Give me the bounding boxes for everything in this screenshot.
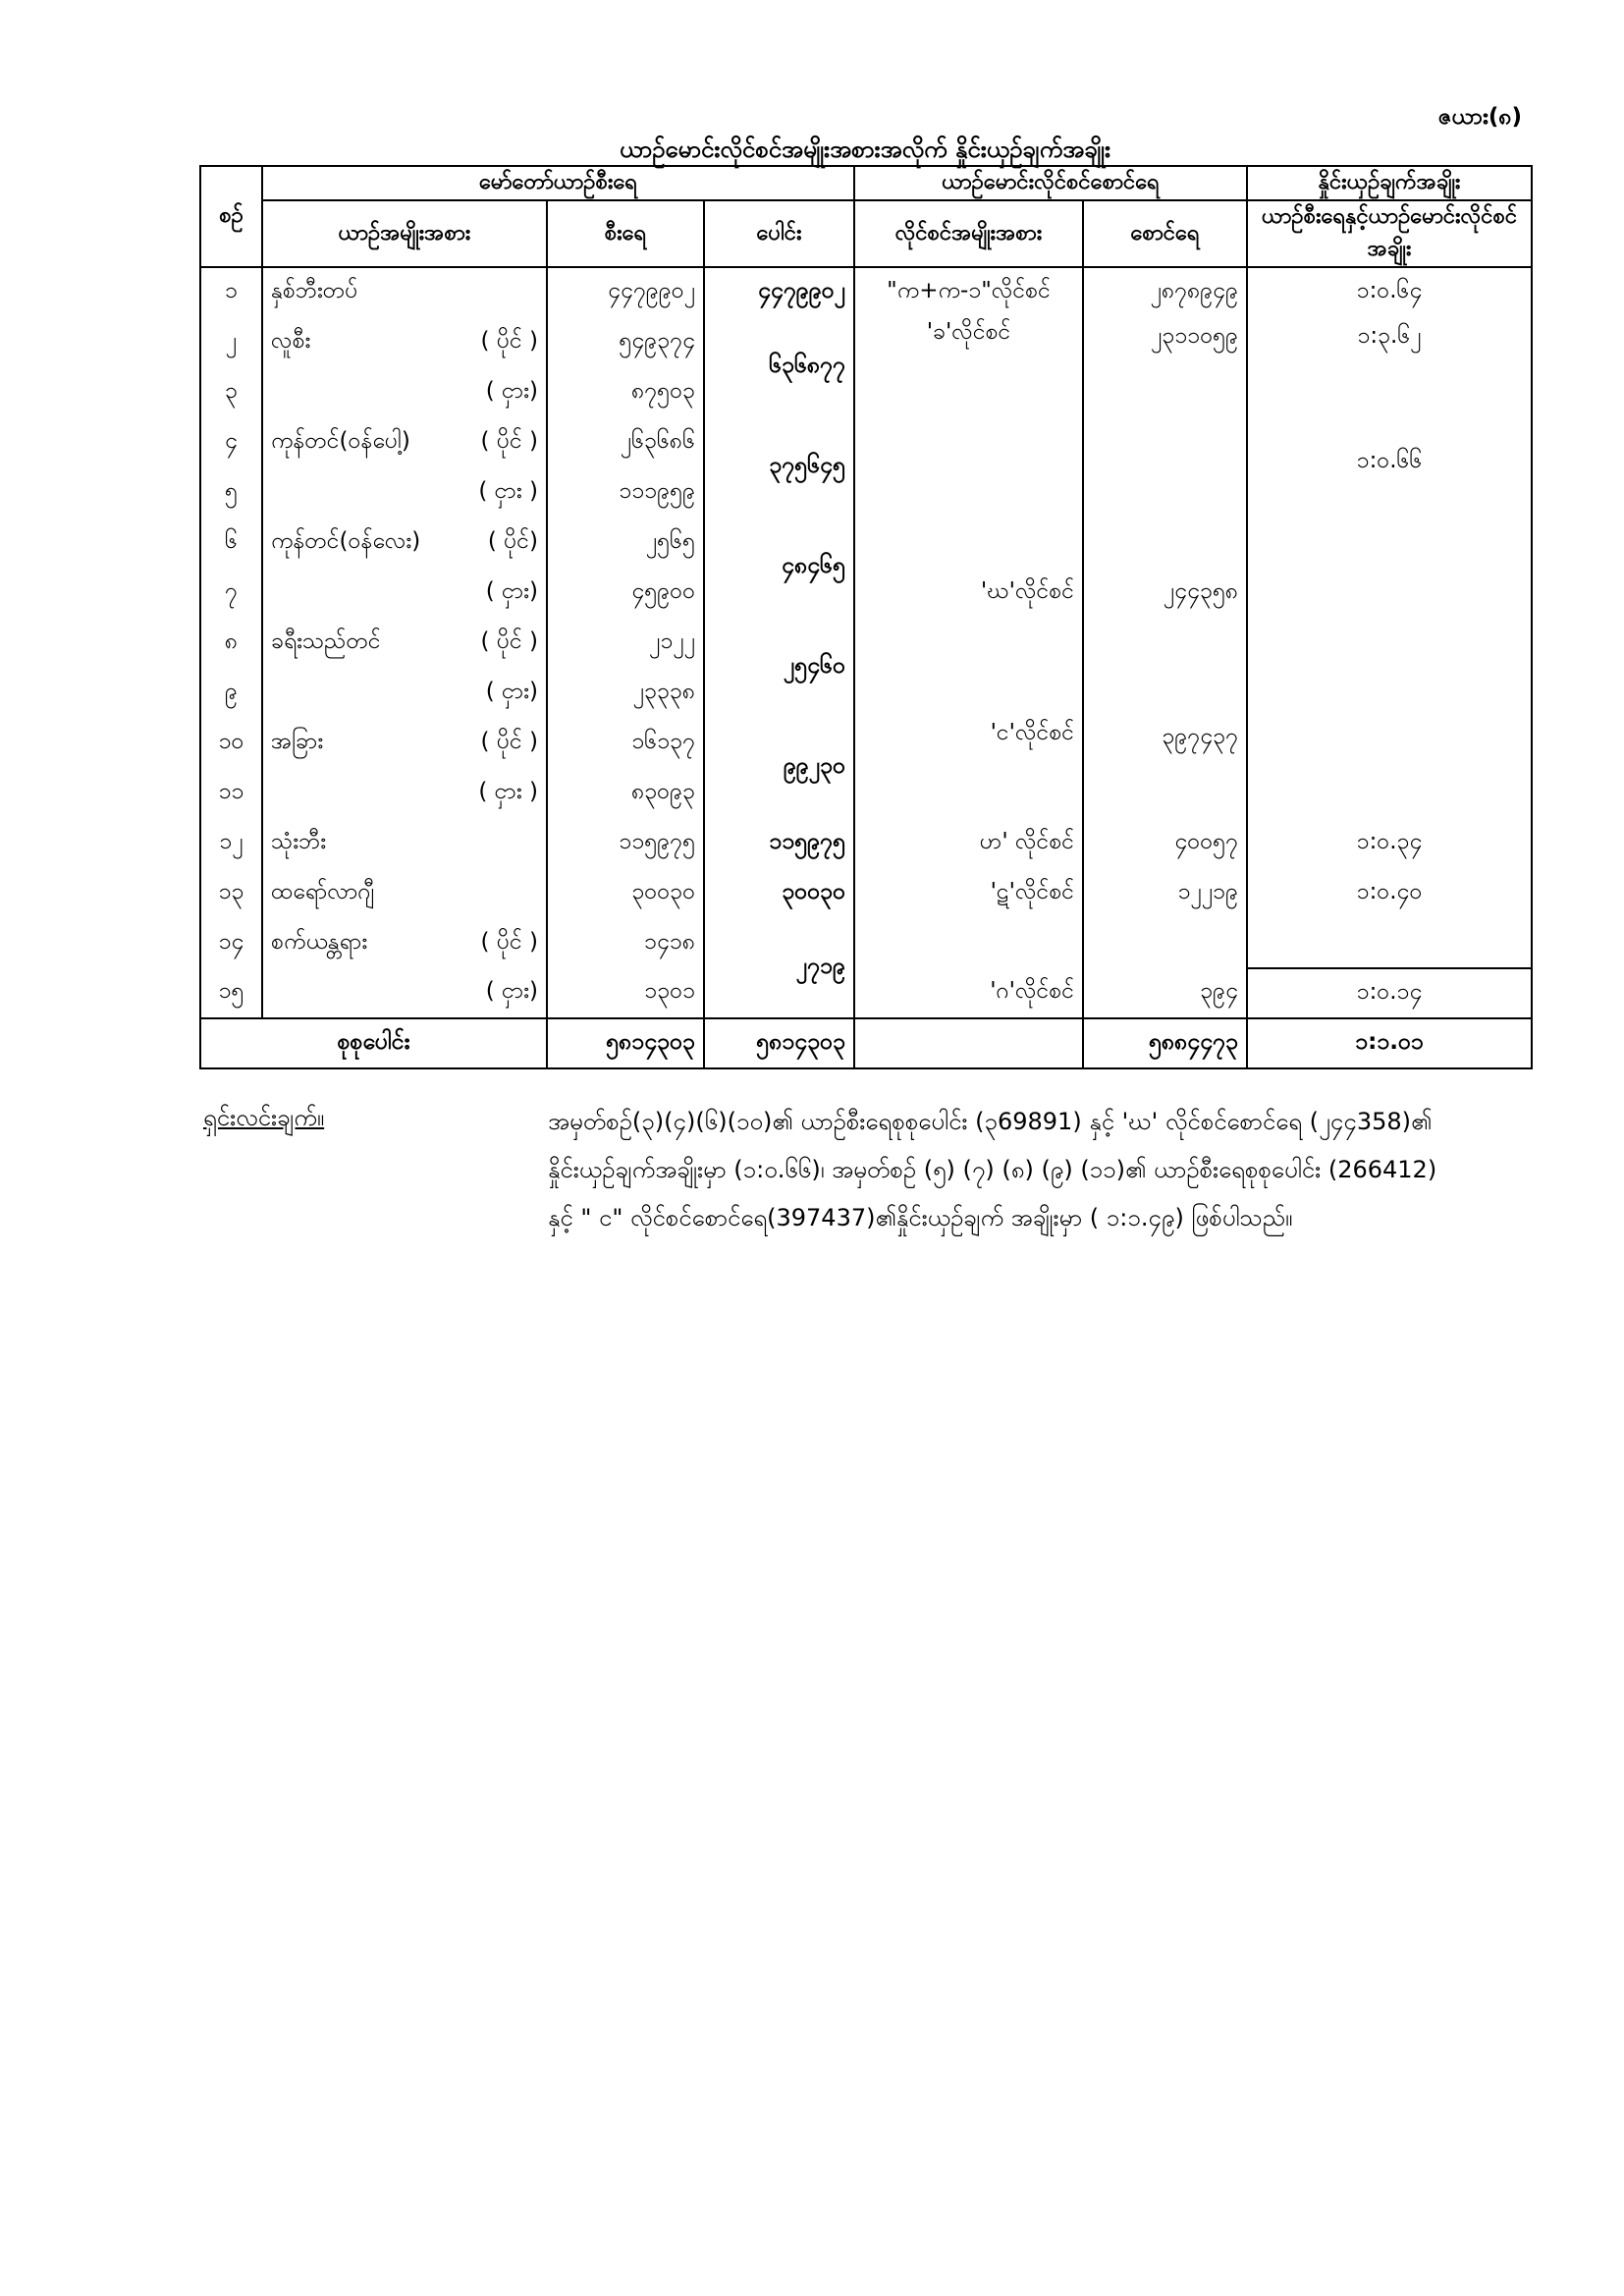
vehicle-type: နှစ်ဘီးတပ် bbox=[271, 278, 358, 303]
row-no: ၁၅ bbox=[200, 968, 262, 1018]
ratio-value: ၁:၃.၆၂ bbox=[1247, 317, 1532, 367]
ownership-label: ( ပိုင် ) bbox=[480, 327, 538, 354]
vehicle-total: ၂၅၄၆၀ bbox=[704, 618, 854, 718]
header-no: စဉ် bbox=[200, 166, 262, 267]
license-type bbox=[854, 317, 1083, 518]
license-count: ၃၉၄ bbox=[1083, 968, 1247, 1018]
license-type bbox=[854, 918, 1083, 968]
vehicle-count: ၁၃၀၁ bbox=[547, 968, 704, 1018]
license-count: ၁၂၂၁၉ bbox=[1083, 868, 1247, 918]
ratio-value: ၁:၀.၁၄ bbox=[1247, 968, 1532, 1018]
ownership-label: ( ပိုင် ) bbox=[480, 928, 538, 955]
vehicle-total: ၁၁၅၉၇၅ bbox=[704, 818, 854, 868]
vehicle-total: ၂၇၁၉ bbox=[704, 918, 854, 1018]
vehicle-type-cell bbox=[262, 568, 547, 618]
row-no: ၁၀ bbox=[200, 718, 262, 768]
vehicle-count: ၂၆၃၆၈၆ bbox=[547, 417, 704, 467]
ownership-label: ( ပိုင် ) bbox=[480, 728, 538, 754]
row-no: ၄ bbox=[200, 417, 262, 467]
vehicle-count: ၄၄၇၉၉၀၂ bbox=[547, 267, 704, 317]
header-total: ပေါင်း bbox=[704, 200, 854, 267]
table-row bbox=[200, 818, 1532, 868]
vehicle-type-cell bbox=[262, 267, 547, 317]
ownership-label: ( ပိုင် ) bbox=[480, 628, 538, 654]
table-row bbox=[200, 317, 1532, 367]
header-group-ratio: နှိုင်းယှဉ်ချက်အချိုး bbox=[1247, 166, 1532, 200]
vehicle-type-cell bbox=[262, 467, 547, 518]
license-type-label: 'င'လိုင်စင် bbox=[990, 720, 1075, 745]
vehicle-type-cell bbox=[262, 718, 547, 768]
license-type bbox=[854, 818, 1083, 868]
vehicle-total: ၃၀၀၃၀ bbox=[704, 868, 854, 918]
vehicle-type: ခရီးသည်တင် bbox=[271, 628, 381, 654]
vehicle-type-cell bbox=[262, 868, 547, 918]
table-body bbox=[200, 267, 1532, 1068]
total-row bbox=[200, 1018, 1532, 1068]
ownership-label: ( ငှား) bbox=[485, 678, 538, 704]
license-count: ၃၉၇၄၃၇ bbox=[1083, 718, 1247, 818]
row-no: ၆ bbox=[200, 518, 262, 568]
row-no: ၁၂ bbox=[200, 818, 262, 868]
header-group-vehicles: မော်တော်ယာဉ်စီးရေ bbox=[262, 166, 854, 200]
vehicle-count: ၄၅၉၀၀ bbox=[547, 568, 704, 618]
row-no: ၈ bbox=[200, 618, 262, 668]
page-label: ဇယား(၈) bbox=[1437, 104, 1522, 130]
header-vehicle-type: ယာဉ်အမျိုးအစား bbox=[262, 200, 547, 267]
table-title: ယာဉ်မောင်းလိုင်စင်အမျိုးအစားအလိုက် နှိုင်းယှဉ်ချက်အချိုး bbox=[619, 136, 1111, 163]
license-type-label: 'ဂ'လိုင်စင် bbox=[990, 978, 1075, 1004]
ratio-table bbox=[199, 165, 1533, 1069]
license-type bbox=[854, 718, 1083, 818]
license-type-label: "က+က-၁"လိုင်စင် bbox=[887, 278, 1051, 303]
vehicle-type-cell bbox=[262, 668, 547, 718]
total-sum: ၅၈၁၄၃၀၃ bbox=[704, 1018, 854, 1068]
license-count bbox=[1083, 918, 1247, 968]
vehicle-type-cell bbox=[262, 768, 547, 818]
ratio-value: ၁:၀.၃၄ bbox=[1247, 818, 1532, 868]
ratio-value: ၁:၀.၆၄ bbox=[1247, 267, 1532, 317]
vehicle-type-cell bbox=[262, 968, 547, 1018]
vehicle-count: ၂၁၂၂ bbox=[547, 618, 704, 668]
ownership-label: ( ငှား ) bbox=[478, 477, 538, 504]
table-row bbox=[200, 918, 1532, 968]
note-label: ရှင်းလင်းချက်။ bbox=[203, 1104, 325, 1131]
row-no: ၁၃ bbox=[200, 868, 262, 918]
table-row bbox=[200, 868, 1532, 918]
ownership-label: ( ငှား) bbox=[485, 377, 538, 404]
table-row bbox=[200, 267, 1532, 317]
license-count: ၂၄၄၃၅၈ bbox=[1083, 518, 1247, 718]
license-type-label: 'ဋ'လိုင်စင် bbox=[990, 878, 1075, 904]
license-count: ၂၃၁၁၀၅၉ bbox=[1083, 317, 1247, 518]
vehicle-type: ကုန်တင်(ဝန်လေး) bbox=[271, 527, 421, 554]
license-type bbox=[854, 868, 1083, 918]
ownership-label: ( ပိုင်) bbox=[487, 527, 538, 554]
license-type-label: 'ခ'လိုင်စင် bbox=[926, 319, 1011, 345]
vehicle-total: ၄၄၇၉၉၀၂ bbox=[704, 267, 854, 317]
row-no: ၂ bbox=[200, 317, 262, 367]
vehicle-type: အခြား bbox=[271, 728, 324, 754]
row-no: ၁၁ bbox=[200, 768, 262, 818]
vehicle-count: ၂၃၃၃၈ bbox=[547, 668, 704, 718]
license-type bbox=[854, 267, 1083, 317]
vehicle-total: ၄၈၄၆၅ bbox=[704, 518, 854, 618]
total-label: စုစုပေါင်း bbox=[200, 1018, 547, 1068]
ratio-value bbox=[1247, 918, 1532, 968]
vehicle-count: ၈၃၀၉၃ bbox=[547, 768, 704, 818]
ratio-value: ၁:၀.၆၆ bbox=[1247, 367, 1532, 768]
ratio-value: ၁:၀.၄၀ bbox=[1247, 868, 1532, 918]
header-license-count: စောင်ရေ bbox=[1083, 200, 1247, 267]
header-group-licenses: ယာဉ်မောင်းလိုင်စင်စောင်ရေ bbox=[854, 166, 1247, 200]
vehicle-type: စက်ယန္တရား bbox=[271, 928, 368, 955]
row-no: ၅ bbox=[200, 467, 262, 518]
vehicle-type-cell bbox=[262, 317, 547, 367]
vehicle-type-cell bbox=[262, 518, 547, 568]
vehicle-total: ၃၇၅၆၄၅ bbox=[704, 417, 854, 518]
ratio-value bbox=[1247, 768, 1532, 818]
ownership-label: ( ငှား ) bbox=[478, 778, 538, 804]
vehicle-count: ၅၄၉၃၇၄ bbox=[547, 317, 704, 367]
vehicle-type-cell bbox=[262, 367, 547, 417]
license-type bbox=[854, 968, 1083, 1018]
vehicle-count: ၁၄၁၈ bbox=[547, 918, 704, 968]
row-no: ၁၄ bbox=[200, 918, 262, 968]
note-text: အမှတ်စဉ်(၃)(၄)(၆)(၁၀)၏ ယာဉ်စီးရေစုစုပေါင်း (၃69891) နှင့် 'ဃ' လိုင်စင်စောင်ရေ (၂၄၄358)၏ နှိုင်းယှဉ်ချက်အချိုးမှာ (၁:၀.၆၆)၊ အမှတ်စဉ် (၅) (၇) (၈) (၉) (၁၁)၏ ယာဉ်စီးရေစုစုပေါင်း (266412) နှင့် " င" လိုင်စင်စောင်ရေ(397437)၏နှိုင်းယှဉ်ချက် အချိုးမှာ ( ၁:၁.၄၉) ဖြစ်ပါသည်။ bbox=[548, 1108, 1437, 1231]
total-count: ၅၈၁၄၃၀၃ bbox=[547, 1018, 704, 1068]
row-no: ၃ bbox=[200, 367, 262, 417]
vehicle-count: ၁၁၅၉၇၅ bbox=[547, 818, 704, 868]
vehicle-total: ၆၃၆၈၇၇ bbox=[704, 317, 854, 417]
license-count: ၂၈၇၈၉၄၉ bbox=[1083, 267, 1247, 317]
license-type bbox=[854, 518, 1083, 718]
total-license-count: ၅၈၈၄၄၇၃ bbox=[1083, 1018, 1247, 1068]
ownership-label: ( ငှား) bbox=[485, 978, 538, 1004]
table-row bbox=[200, 968, 1532, 1018]
vehicle-type-cell bbox=[262, 818, 547, 868]
row-no: ၁ bbox=[200, 267, 262, 317]
license-count: ၄၀၀၅၇ bbox=[1083, 818, 1247, 868]
total-ratio: ၁:၁.၀၁ bbox=[1247, 1018, 1532, 1068]
row-no: ၇ bbox=[200, 568, 262, 618]
vehicle-count: ၁၆၁၃၇ bbox=[547, 718, 704, 768]
vehicle-type-cell bbox=[262, 417, 547, 467]
total-license-type-empty bbox=[854, 1018, 1083, 1068]
license-type-label: 'ဃ'လိုင်စင် bbox=[980, 578, 1075, 604]
vehicle-count: ၃၀၀၃၀ bbox=[547, 868, 704, 918]
vehicle-type-cell bbox=[262, 918, 547, 968]
header-count: စီးရေ bbox=[547, 200, 704, 267]
vehicle-type: လူစီး bbox=[271, 327, 311, 354]
vehicle-count: ၁၁၁၉၅၉ bbox=[547, 467, 704, 518]
header-ratio: ယာဉ်စီးရေနှင့်ယာဉ်မောင်းလိုင်စင်အချိုး bbox=[1247, 200, 1532, 267]
vehicle-type: သုံးဘီး bbox=[271, 828, 327, 854]
vehicle-count: ၈၇၅၀၃ bbox=[547, 367, 704, 417]
vehicle-count: ၂၅၆၅ bbox=[547, 518, 704, 568]
ownership-label: ( ငှား) bbox=[485, 577, 538, 604]
vehicle-total: ၉၉၂၃၀ bbox=[704, 718, 854, 818]
vehicle-type: ကုန်တင်(ဝန်ပေါ့) bbox=[271, 427, 410, 454]
vehicle-type: ထရော်လာဂျီ bbox=[271, 878, 375, 904]
row-no: ၉ bbox=[200, 668, 262, 718]
ownership-label: ( ပိုင် ) bbox=[480, 427, 538, 454]
license-type-label: ဟ' လိုင်စင် bbox=[979, 828, 1075, 854]
vehicle-type-cell bbox=[262, 618, 547, 668]
header-license-type: လိုင်စင်အမျိုးအစား bbox=[854, 200, 1083, 267]
